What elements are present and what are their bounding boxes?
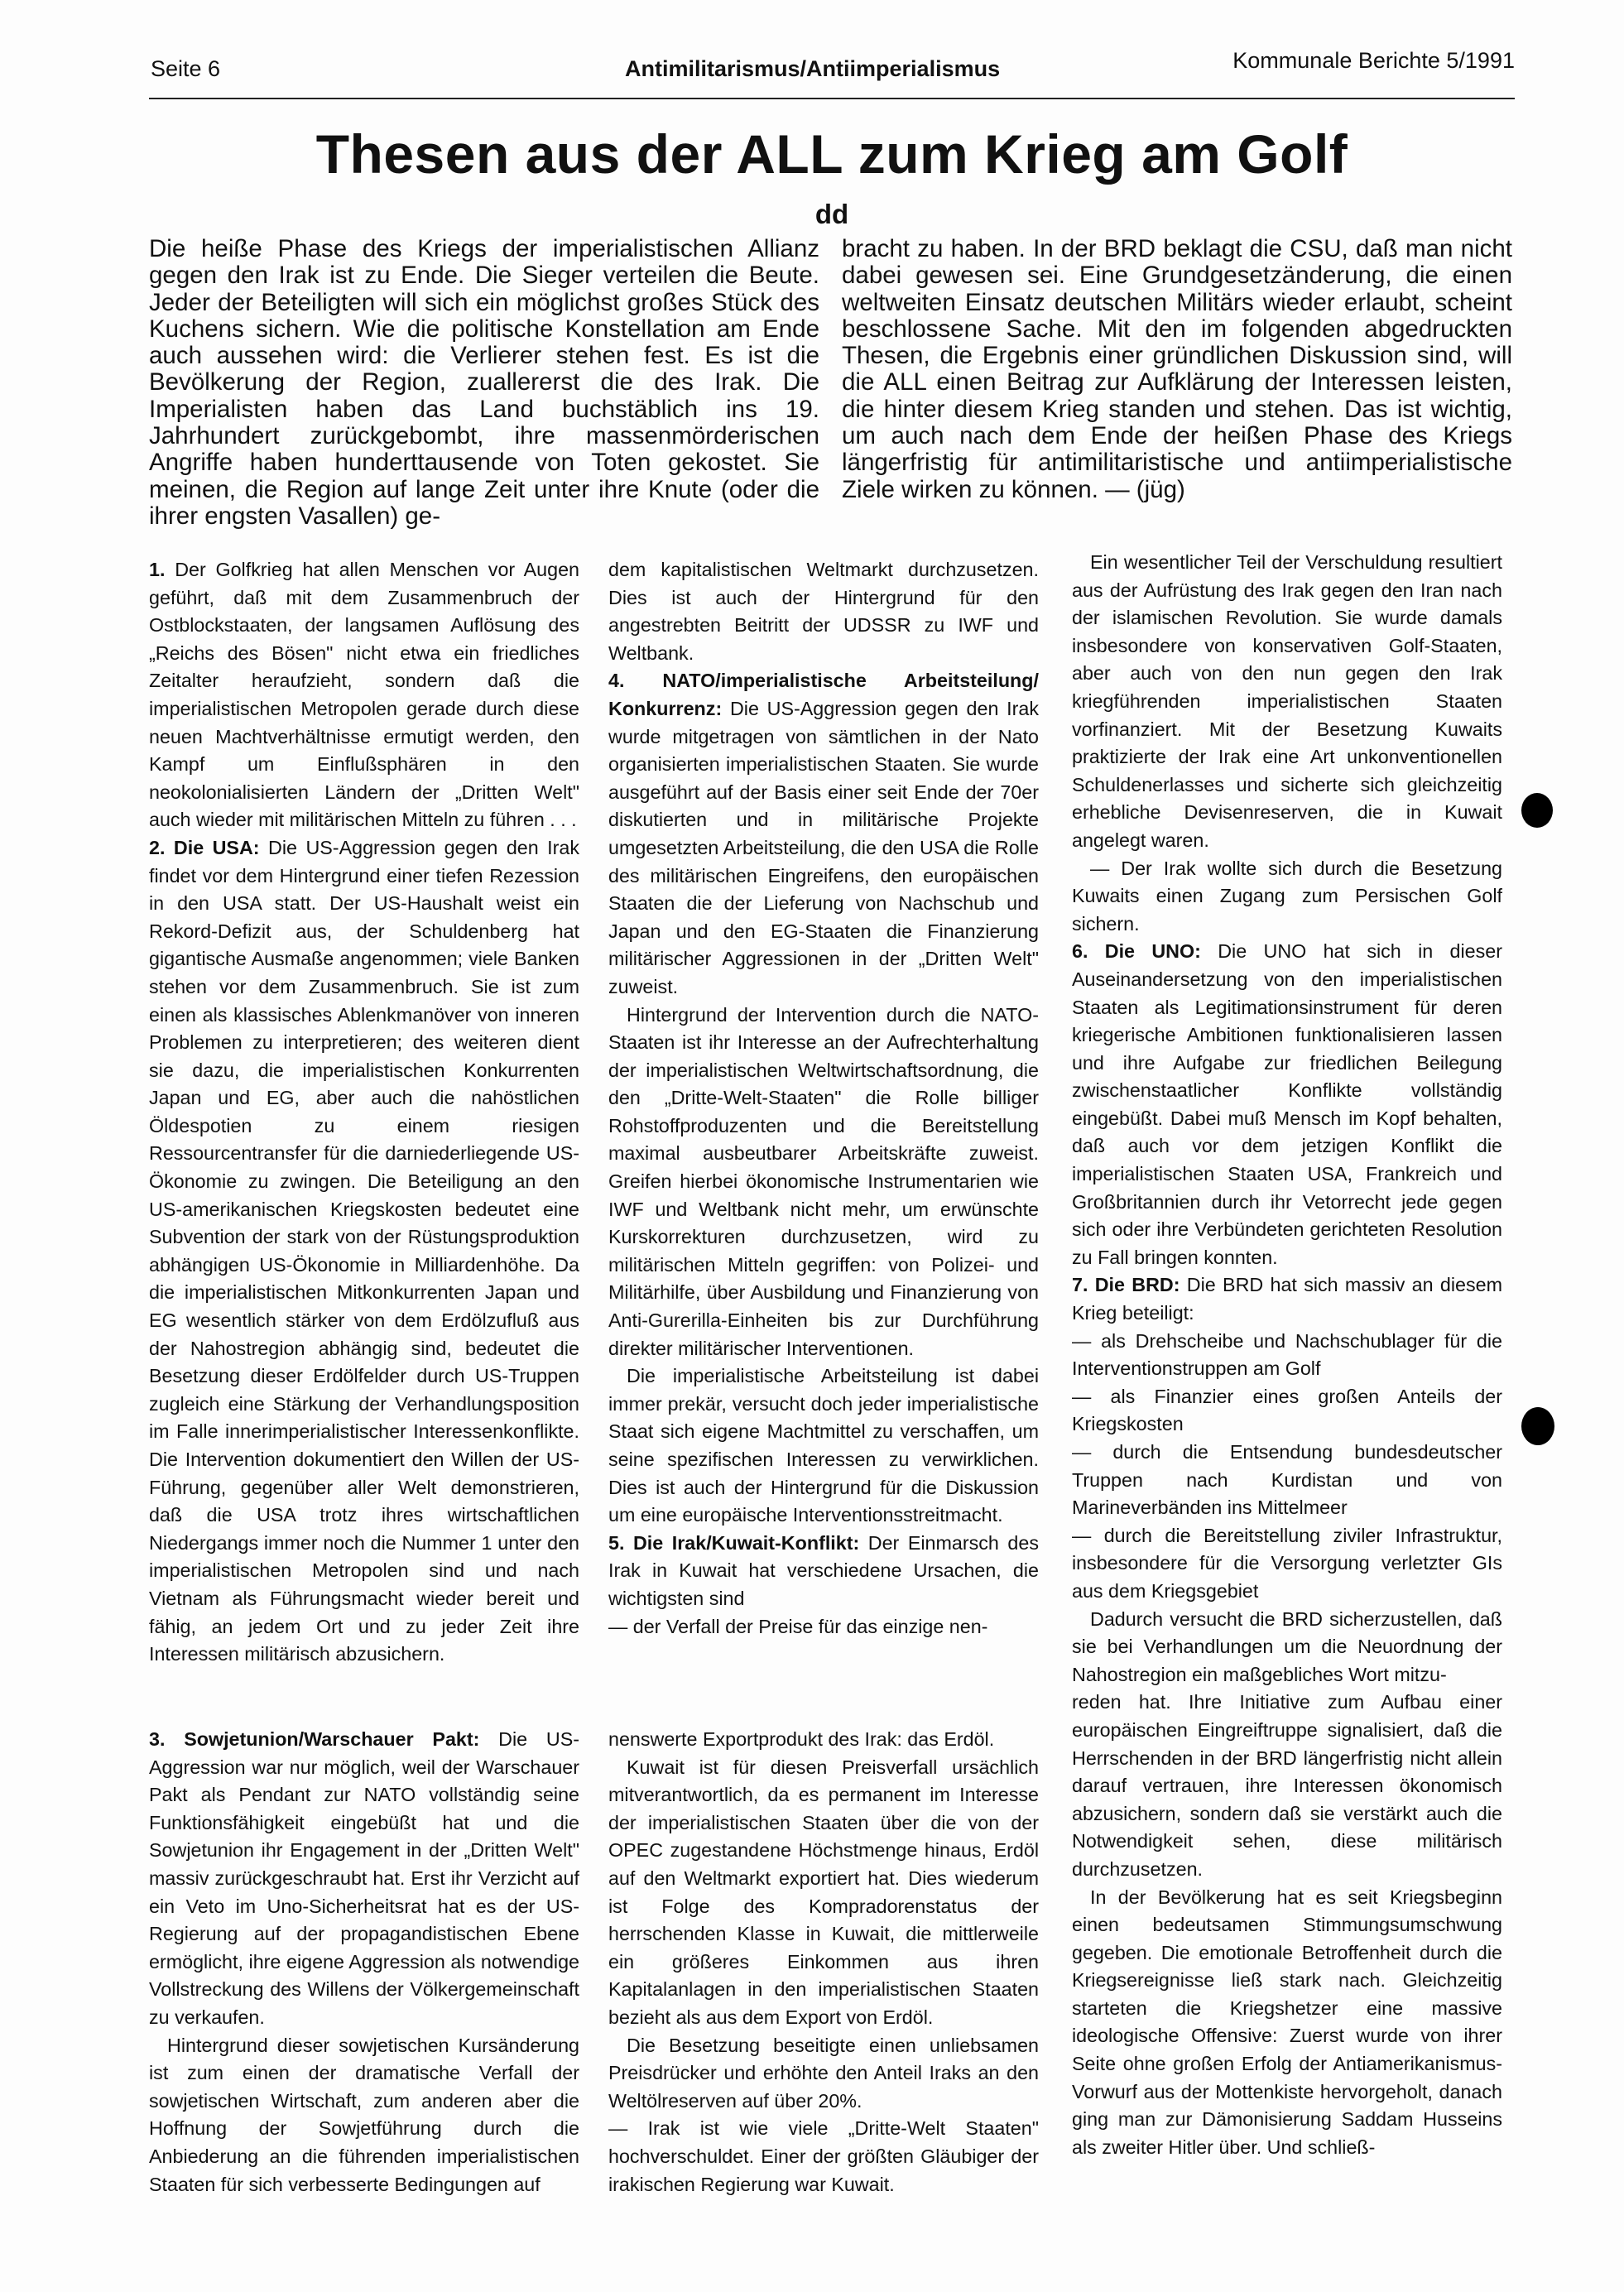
- thesis-2-heading: 2. Die USA:: [149, 836, 260, 858]
- article-author: dd: [814, 199, 849, 229]
- paragraph: Die Besetzung beseitigte einen unliebsamen Preisdrücker und erhöhte den Anteil Iraks an den Weltölreserven auf über 20%.: [608, 2034, 1039, 2112]
- thesis-5-text: Der Einmarsch des Irak in Kuwait hat verschiedene Ursachen, die wichtigsten sind: [608, 1531, 1039, 1609]
- thesis-7: [1072, 1271, 1502, 1327]
- paragraph: Die imperialistische Arbeitsteilung ist dabei immer prekär, versucht doch jeder imperialistische Staat sich eigene Machtmittel zu verschaffen, um seine spezifischen Interessen zu verwirklichen. Dies ist auch der Hintergrund für die Diskussion um eine europäische Interventionsstreitmacht.: [608, 1365, 1039, 1526]
- intro-text-1: Die heiße Phase des Kriegs der imperialistischen Allianz gegen den Irak ist zu Ende. Die Sieger verteilen die Beute. Jeder der Beteiligten will sich ein möglichst großes Stück des Kuchens sichern. Wie die politische Konstellation am Ende auch aussehen wird: die Verlierer stehen fest. Es ist die Bevölkerung der Region, zuallererst die des Irak. Die Imperialisten haben das Land buchstäblich ins 19. Jahrhundert zurückgebombt, ihre massenmörderischen Angriffe haben hunderttausende von Toten gekostet. Sie meinen, die Region auf lange Zeit unter ihre Knute (oder die ihrer engsten Vasallen) ge-: [149, 235, 819, 530]
- punch-hole: [1521, 793, 1553, 828]
- thesis-2-text: Die US-Aggression gegen den Irak findet vor dem Hintergrund einer tiefen Rezession in den USA statt. Der US-Haushalt weist ein Rekord-Defizit aus, der Schuldenberg hat gigantische Ausmaße angenommen; viele Banken stehen vor dem Zusammenbruch. Sie ist zum einen als klassisches Ablenkmanöver von inneren Problemen zu interpretieren; des weiteren dient sie dazu, die imperialistischen Konkurrenten Japan und EG, aber auch die nahöstlichen Öldespotien zu einem riesigen Ressourcentransfer für die darniederliegende US-Ökonomie zu zwingen. Die Beteiligung an den US-amerikanischen Kriegskosten bedeutet eine Subvention der stark von der Rüstungsproduktion abhängigen US-Ökonomie in Milliardenhöhe. Da die imperialistischen Mitkonkurrenten Japan und EG wesentlich stärker von dem Erdölzufluß aus der Nahostregion abhängig sind, bedeutet die Besetzung dieser Erdölfelder durch US-Truppen zugleich eine Stärkung der Verhandlungsposition im Falle innerimperialistischer Interessenkonflikte. Die Intervention dokumentiert den Willen der US-Führung, gegenüber aller Welt demonstrieren, daß die USA trotz ihres wirtschaftlichen Niedergangs immer noch die Nummer 1 unter den imperialistischen Metropolen sind und nach Vietnam als Führungsmacht wieder bereit und fähig, an jedem Ort und zu jeder Zeit ihre Interessen militärisch abzusichern.: [149, 836, 580, 1665]
- thesis-4-heading: 4. NATO/imperialistische Arbeitsteilung/ Konkurrenz:: [608, 670, 1039, 719]
- thesis-2: [149, 834, 579, 1669]
- list-item: — als Finanzier eines großen Anteils der Kriegskosten: [1072, 1385, 1502, 1435]
- thesis-1-heading: 1.: [149, 559, 166, 580]
- thesis-4: [608, 667, 1039, 1001]
- thesis-3-heading: 3. Sowjetunion/Warschauer Pakt:: [149, 1728, 480, 1750]
- thesis-4-text: Die US-Aggression gegen den Irak wurde mitgetragen von sämtlichen in der Nato organisierten imperialistischen Staaten. Sie wurde ausgeführt auf der Basis einer seit Ende der 70er diskutierten und in militärische Projekte umgesetzten Arbeitsteilung, die den USA die Rolle des militärischen Eingreifens, den europäischen Staaten die der Lieferung von Nachschub und Japan und den EG-Staaten die Finanzierung militärischer Aggressionen in der „Dritten Welt" zuweist.: [608, 697, 1039, 997]
- body-column-3: [1072, 549, 1502, 2161]
- page-number: Seite 6: [151, 56, 221, 81]
- paragraph: — Der Irak wollte sich durch die Besetzung Kuwaits einen Zugang zum Persischen Golf sichern.: [1072, 857, 1502, 935]
- thesis-6-heading: 6. Die UNO:: [1072, 940, 1201, 963]
- paragraph: In der Bevölkerung hat es seit Kriegsbeginn einen bedeutsamen Stimmungsumschwung gegeben. Die emotionale Betroffenheit durch die Kriegsereignisse ließ stark nach. Gleichzeitig starteten die Kriegshetzer eine massive ideologische Offensive: Zuerst wurde von ihrer Seite ohne großen Erfolg der Antiamerikanismus-Vorwurf aus der Mottenkiste hervorgeholt, danach ging man zur Dämonisierung Saddam Husseins als zweiter Hitler über. Und schließ-: [1072, 1886, 1502, 2158]
- body-column-2-bottom: [608, 1726, 1039, 2198]
- intro-text-2: bracht zu haben. In der BRD beklagt die CSU, daß man nicht dabei gewesen sei. Eine Grundgesetzänderung, die einen weltweiten Einsatz deutschen Militärs wieder erlaubt, scheint beschlossene Sache. Mit den im folgenden abgedruckten Thesen, die Ergebnis einer gründlichen Diskussion sind, will die ALL einen Beitrag zur Aufklärung der Interessen leisten, die hinter diesem Krieg standen und stehen. Das ist wichtig, um auch nach dem Ende der heißen Phase des Kriegs längerfristig für antimilitaristische und antiimperialistische Ziele wirken zu können. — (jüg): [842, 235, 1512, 503]
- list-item: — als Drehscheibe und Nachschublager für die Interventionstruppen am Golf: [1072, 1329, 1502, 1380]
- list-item: — durch die Entsendung bundesdeutscher Truppen nach Kurdistan und von Marineverbänden ins Mittelmeer: [1072, 1441, 1502, 1519]
- paragraph: Hintergrund der Intervention durch die NATO-Staaten ist ihr Interesse an der Aufrechterhaltung der imperialistischen Weltwirtschaftsordnung, die den „Dritte-Welt-Staaten" die Rolle billiger Rohstoffproduzenten und die Bereitstellung maximal ausbeutbarer Arbeitskräfte zuweist. Greifen hierbei ökonomische Instrumentarien wie IWF und Weltbank nicht mehr, um erwünschte Kurskorrekturen durchzusetzen, wird zu militärischen Mitteln gegriffen: von Polizei- und Militärhilfe, über Ausbildung und Finanzierung von Anti-Gurerilla-Einheiten bis zur Durchführung direkter militärischer Interventionen.: [608, 1003, 1039, 1359]
- thesis-7-heading: 7. Die BRD:: [1072, 1274, 1180, 1296]
- paragraph: dem kapitalistischen Weltmarkt durchzusetzen. Dies ist auch der Hintergrund für den angestrebten Beitritt der UDSSR zu IWF und Weltbank.: [608, 559, 1039, 664]
- thesis-3: [149, 1726, 579, 2032]
- thesis-5-heading: 5. Die Irak/Kuwait-Konflikt:: [608, 1531, 860, 1554]
- thesis-6-text: Die UNO hat sich in dieser Auseinandersetzung von den imperialistischen Staaten als Legitimationsinstrument für deren kriegerische Ambitionen funktionalisieren lassen und ihre Aufgabe zur friedlichen Beilegung zwischenstaatlicher Konflikte vollständig eingebüßt. Dabei muß Mensch im Kopf behalten, daß auch vor dem jetzigen Konflikt die imperialistischen Staaten USA, Frankreich und Großbritannien durch ihr Vetorrecht jede gegen sich oder ihre Verbündeten gerichteten Resolution zu Fall bringen konnten.: [1072, 940, 1502, 1268]
- paragraph: — Irak ist wie viele „Dritte-Welt Staaten" hochverschuldet. Einer der größten Gläubiger der irakischen Regierung war Kuwait.: [608, 2117, 1039, 2195]
- paragraph: — der Verfall der Preise für das einzige nen-: [608, 1615, 988, 1637]
- article-title: Thesen aus der ALL zum Krieg am Golf: [315, 123, 1348, 185]
- publication-issue: Kommunale Berichte 5/1991: [1232, 48, 1515, 73]
- paragraph: Kuwait ist für diesen Preisverfall ursächlich mitverantwortlich, da es permanent im Interesse der imperialistischen Staaten über die von der OPEC zugestandene Höchstmenge hinaus, Erdöl auf den Weltmarkt exportiert hat. Dies wiederum ist Folge des Kompradorenstatus der herrschenden Klasse in Kuwait, die mittlerweile ein größeres Einkommen aus ihren Kapitalanlagen in den imperialistischen Staaten bezieht als aus dem Export von Erdöl.: [608, 1756, 1039, 2028]
- thesis-7-text: Die BRD hat sich massiv an diesem Krieg beteiligt:: [1072, 1274, 1502, 1324]
- paragraph: reden hat. Ihre Initiative zum Aufbau einer europäischen Eingreiftruppe signalisiert, daß die Herrschenden in der BRD längerfristig nicht allein darauf vertrauen, ihre Interessen ökonomisch abzusichern, sondern daß sie verstärkt auch die Notwendigkeit sehen, diese militärisch durchzusetzen.: [1072, 1691, 1502, 1880]
- thesis-6: [1072, 938, 1502, 1271]
- paragraph: Dadurch versucht die BRD sicherzustellen, daß sie bei Verhandlungen um die Neuordnung der Nahostregion ein maßgebliches Wort mitzu-: [1072, 1607, 1502, 1685]
- section-title: Antimilitarismus/Antiimperialismus: [625, 56, 1001, 81]
- paragraph: Hintergrund dieser sowjetischen Kursänderung ist zum einen der dramatische Verfall der sowjetischen Wirtschaft, zum anderen aber die Hoffnung der Sowjetführung durch die Anbiederung an die führenden imperialistischen Staaten für sich verbesserte Bedingungen auf: [149, 2034, 579, 2195]
- intro-column-2: [842, 236, 1512, 503]
- body-column-1-bottom: [149, 1726, 579, 2198]
- body-column-2-top: [608, 556, 1039, 1641]
- thesis-3-text: Die US-Aggression war nur möglich, weil der Warschauer Pakt als Pendant zur NATO vollständig seine Funktionsfähigkeit eingebüßt hat und die Sowjetunion ihr Engagement in der „Dritten Welt" massiv zurückgeschraubt hat. Erst ihr Verzicht auf ein Veto im Uno-Sicherheitsrat hat es der US-Regierung auf der propagandistischen Ebene ermöglicht, ihre eigene Aggression als notwendige Vollstreckung des Willens der Völkergemeinschaft zu verkaufen.: [149, 1728, 579, 2028]
- thesis-1: [149, 556, 579, 834]
- thesis-1-text: Der Golfkrieg hat allen Menschen vor Augen geführt, daß mit dem Zusammenbruch der Ostblockstaaten, der langsamen Auflösung des „Reichs des Bösen" nicht etwa ein friedliches Zeitalter heraufzieht, sondern daß die imperialistischen Metropolen gerade durch diese neuen Machtverhältnisse ermutigt werden, den Kampf um Einflußsphären in den neokolonialisierten Ländern der „Dritten Welt" auch wieder mit militärischen Mitteln zu führen . . .: [149, 559, 579, 831]
- page-header: [149, 48, 1515, 99]
- intro-column-1: [149, 236, 819, 530]
- thesis-5: [608, 1530, 1039, 1613]
- punch-hole: [1521, 1407, 1554, 1445]
- body-column-1-top: [149, 556, 579, 1669]
- list-item: — durch die Bereitstellung ziviler Infrastruktur, insbesondere für die Versorgung verletzter GIs aus dem Kriegsgebiet: [1072, 1524, 1502, 1602]
- paragraph: Ein wesentlicher Teil der Verschuldung resultiert aus der Aufrüstung des Irak gegen den Iran nach der islamischen Revolution. Sie wurde damals insbesondere von konservativen Golf-Staaten, aber auch von den nun gegen den Irak kriegführenden imperialistischen Staaten vorfinanziert. Mit der Besetzung Kuwaits praktizierte der Irak eine Art unkonventionellen Schuldenerlasses und sicherte sich gleichzeitig erhebliche Devisenreserven, die in Kuwait angelegt waren.: [1072, 551, 1502, 851]
- paragraph: nenswerte Exportprodukt des Irak: das Erdöl.: [608, 1728, 995, 1750]
